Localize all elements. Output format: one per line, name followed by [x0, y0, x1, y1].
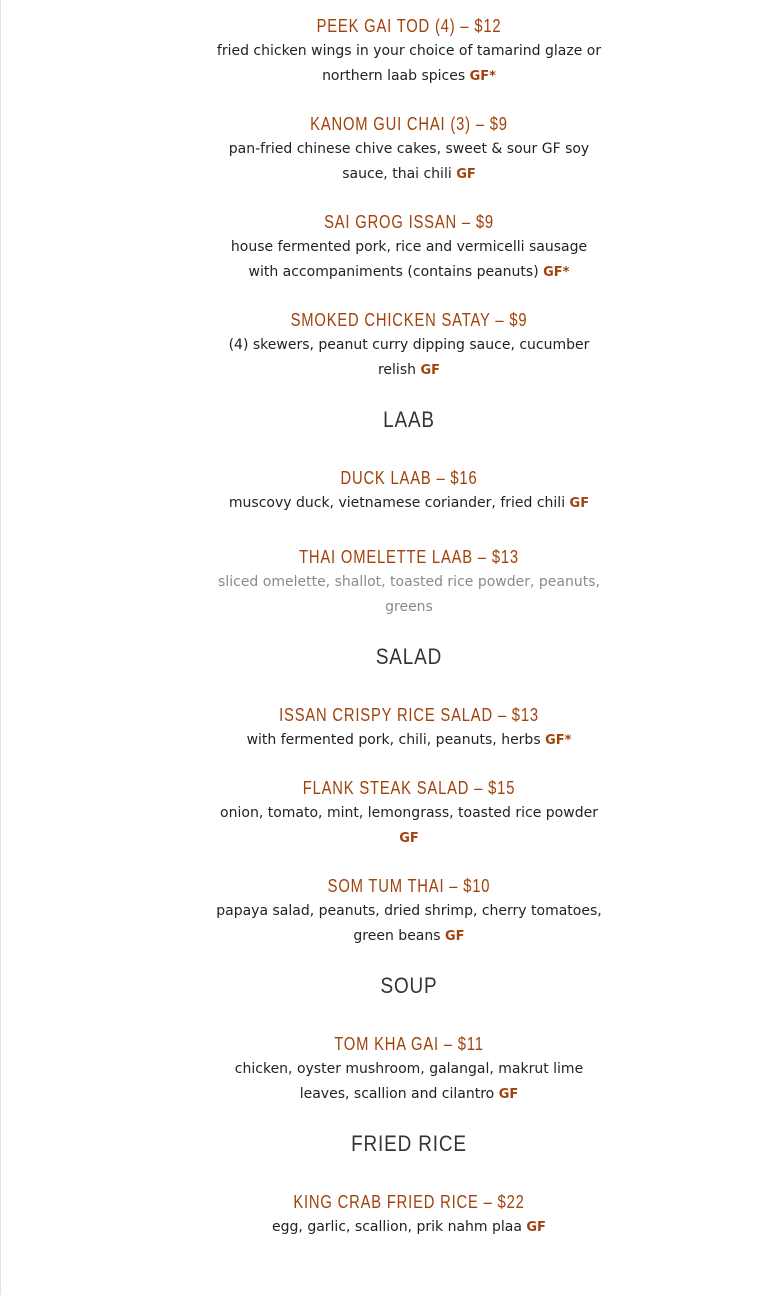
- menu-item-title: SMOKED CHICKEN SATAY – $9: [290, 310, 528, 330]
- menu-item-desc-text: onion, tomato, mint, lemongrass, toasted rice powder: [220, 805, 598, 821]
- menu-item-description: [214, 1215, 604, 1240]
- menu-item-title: TOM KHA GAI – $11: [334, 1034, 484, 1054]
- dietary-tag: GF: [526, 1220, 546, 1235]
- menu-item-description: [214, 39, 604, 89]
- dietary-tag: GF: [498, 1087, 519, 1102]
- menu-item-title: PEEK GAI TOD (4) – $12: [316, 16, 502, 36]
- menu-item-title: SOM TUM THAI – $10: [327, 876, 491, 896]
- dietary-tag: GF: [420, 363, 441, 378]
- section-heading-salad: SALAD: [375, 644, 443, 669]
- dietary-tag: GF: [456, 167, 476, 182]
- dietary-tag: GF: [399, 831, 419, 846]
- menu-item-king-crab-fried-rice: [214, 1191, 604, 1240]
- menu-item-smoked-chicken-satay: [214, 309, 604, 383]
- menu-item-desc-text: egg, garlic, scallion, prik nahm plaa: [272, 1219, 522, 1235]
- menu-item-desc-text: chicken, oyster mushroom, galangal, makrut lime leaves, scallion and cilantro: [234, 1061, 584, 1102]
- dietary-tag: GF*: [545, 733, 572, 748]
- menu-item-desc-text: (4) skewers, peanut curry dipping sauce, cucumber relish: [228, 337, 590, 378]
- menu-item-title: ISSAN CRISPY RICE SALAD – $13: [279, 705, 539, 725]
- dietary-tag: GF*: [469, 69, 496, 84]
- section-heading-fried-rice: FRIED RICE: [351, 1131, 467, 1156]
- menu-item-description: [214, 570, 604, 620]
- menu-item-kanom-gui-chai: [214, 113, 604, 187]
- menu-item-description: [214, 728, 604, 753]
- menu-item-desc-text: house fermented pork, rice and vermicelli sausage with accompaniments (contains peanuts): [230, 239, 588, 280]
- menu-item-description: [214, 899, 604, 949]
- section-heading-laab: LAAB: [383, 407, 435, 432]
- menu-item-flank-steak-salad: [214, 777, 604, 851]
- menu-item-desc-text: papaya salad, peanuts, dried shrimp, cherry tomatoes, green beans: [216, 903, 602, 944]
- menu-item-title: THAI OMELETTE LAAB – $13: [299, 547, 519, 567]
- menu-item-thai-omelette-laab: [214, 546, 604, 620]
- menu-item-title: KANOM GUI CHAI (3) – $9: [310, 114, 508, 134]
- dietary-tag: GF: [569, 496, 590, 511]
- menu-item-title: FLANK STEAK SALAD – $15: [302, 778, 516, 798]
- menu-item-sai-grog-issan: [214, 211, 604, 285]
- menu-item-desc-text: with fermented pork, chili, peanuts, herbs: [246, 732, 541, 748]
- dietary-tag: GF: [445, 929, 465, 944]
- menu-item-desc-text: sliced omelette, shallot, toasted rice powder, peanuts, greens: [218, 574, 600, 615]
- menu-item-tom-kha-gai: [214, 1033, 604, 1107]
- menu-item-description: [214, 333, 604, 383]
- section-heading-soup: SOUP: [380, 973, 438, 998]
- menu-item-desc-text: fried chicken wings in your choice of tamarind glaze or northern laab spices: [216, 43, 602, 84]
- menu-item-desc-text: muscovy duck, vietnamese coriander, fried chili: [228, 495, 566, 511]
- menu-list: [214, 0, 604, 1240]
- menu-item-title: SAI GROG ISSAN – $9: [324, 212, 494, 232]
- menu-item-description: [214, 491, 604, 516]
- menu-item-title: KING CRAB FRIED RICE – $22: [293, 1192, 525, 1212]
- menu-item-title: DUCK LAAB – $16: [340, 468, 478, 488]
- menu-item-duck-laab: [214, 467, 604, 516]
- menu-item-som-tum-thai: [214, 875, 604, 949]
- menu-item-description: [214, 801, 604, 851]
- page-left-border: [0, 0, 1, 1295]
- menu-item-description: [214, 1057, 604, 1107]
- dietary-tag: GF*: [543, 265, 570, 280]
- menu-item-peek-gai-tod: [214, 15, 604, 89]
- menu-item-issan-crispy-rice-salad: [214, 704, 604, 753]
- menu-item-desc-text: pan-fried chinese chive cakes, sweet & sour GF soy sauce, thai chili: [228, 141, 590, 182]
- menu-item-description: [214, 137, 604, 187]
- menu-item-description: [214, 235, 604, 285]
